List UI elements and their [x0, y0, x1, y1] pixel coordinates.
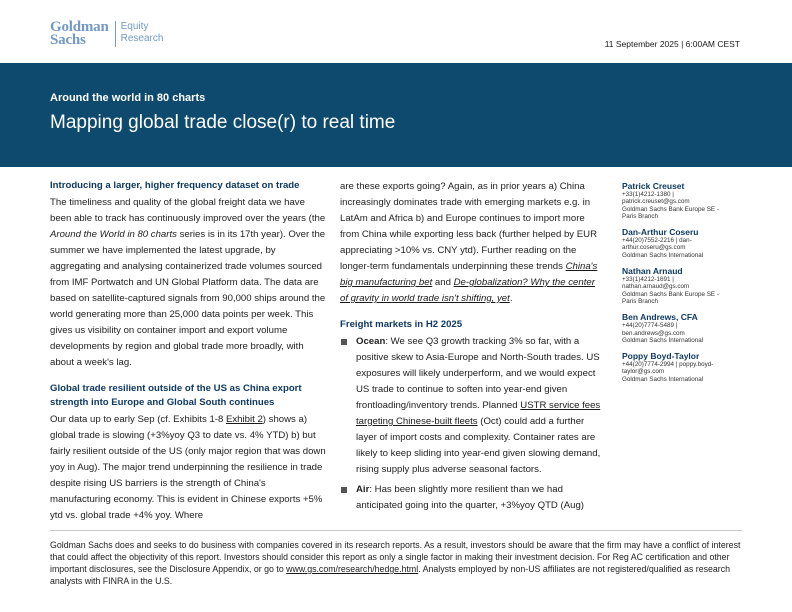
text-span: are these exports going? Again, as in prior years a) China increasingly dominates trade with emerging markets e.g. in LatAm and Africa b) and Europe continues to import more from China while exporting less back (further helped by EUR appreciating >10% vs. CNY ytd). Further reading on the longer-term fundamentals underpinning these trends	[340, 181, 598, 272]
author-firm: Goldman Sachs International	[622, 336, 704, 344]
text-span: . Analysts employed by non-US affiliates are not registered/qualified as research analysts with FINRA in the U.S.	[50, 564, 730, 586]
author-name: Poppy Boyd-Taylor	[622, 351, 700, 362]
author-name: Ben Andrews, CFA	[622, 312, 698, 323]
author-firm: Goldman Sachs Bank Europe SE - Paris Branch	[622, 205, 719, 220]
text-span: (Oct) could add a further layer of import costs and complexity. Container rates are likely to keep sliding into year-end given slowing demand, rising supply plus adverse seasonal factors.	[356, 416, 601, 475]
publication-date: 11 September 2025 | 6:00AM CEST	[604, 39, 740, 49]
body-column-1	[50, 179, 326, 524]
author-entry	[622, 351, 732, 383]
section-heading-dataset: Introducing a larger, higher frequency dataset on trade	[50, 180, 300, 191]
logo-divider	[115, 21, 116, 47]
paragraph-resilience	[50, 412, 326, 524]
author-email[interactable]: patrick.creuset@gs.com	[622, 198, 690, 206]
author-email[interactable]: ben.andrews@gs.com	[622, 329, 685, 337]
author-email[interactable]: arthur.coseru@gs.com	[622, 244, 686, 252]
section-heading-freight: Freight markets in H2 2025	[340, 319, 463, 330]
logo-wordmark	[50, 21, 109, 47]
ocean-label: Ocean	[356, 336, 386, 347]
bullet-square-icon	[341, 339, 347, 345]
text-span: series is in its 17th year). Over the summer we have implemented the latest upgrade, by aggregating and analysing containerized trade volumes sourced from IMF Portwatch and UN Global Platform data. The data are based on satellite-captured signals from 90,000 ships around the world generating more than 25,000 data points per week. This gives us visibility on container import and export volume developments by region and global trade more broadly, with about a week's lag.	[50, 229, 326, 368]
text-span: and	[432, 277, 454, 288]
text-span: : We see Q3 growth tracking 3% so far, with a positive skew to Asia-Europe and North-South trades. US exposures will likely underperform, and we would expect US trade to continue to soften into year-end given frontloading/inventory trends. Planned	[356, 336, 600, 411]
freight-bullet-list	[340, 334, 602, 514]
logo-unit	[121, 21, 164, 45]
author-email[interactable]: nathan.arnaud@gs.com	[622, 283, 690, 291]
author-entry	[622, 181, 732, 220]
paragraph-dataset	[50, 195, 326, 371]
author-list	[622, 181, 732, 390]
logo-line-2: Sachs	[50, 32, 86, 48]
section-heading-resilience: Global trade resilient outside of the US as China export strength into Europe and Global South continues	[50, 383, 302, 408]
unit-line-1: Equity	[120, 21, 149, 32]
text-span: : Has been slightly more resilient than we had anticipated going into the quarter, +3%yoy QTD (Aug)	[356, 484, 584, 511]
list-item-air	[340, 482, 602, 514]
unit-line-2: Research	[120, 33, 164, 44]
link-de-globalization[interactable]: De-globalization? Why the center of gravity in world trade isn't shifting, yet	[340, 277, 595, 304]
title-banner	[0, 63, 792, 167]
body-column-2	[340, 179, 602, 514]
disclaimer	[50, 539, 742, 587]
author-firm: Goldman Sachs International	[622, 251, 704, 259]
goldman-sachs-logo	[50, 21, 163, 49]
exhibit-2-link[interactable]: Exhibit 2	[225, 414, 263, 425]
bullet-square-icon	[341, 487, 347, 493]
paragraph-continued	[340, 179, 602, 307]
author-phone: +44(20)7552-2216 | dan-	[622, 237, 692, 245]
list-item-ocean	[340, 334, 602, 478]
author-phone: +44(20)7774-5489 |	[622, 322, 678, 330]
author-phone: +33(1)4212-1691 |	[622, 276, 674, 284]
text-span: Our data up to early Sep (cf. Exhibits 1-8	[50, 414, 226, 425]
text-span: .	[509, 293, 513, 304]
series-name: Around the world in 80 charts	[50, 92, 206, 104]
footer-divider	[50, 530, 742, 531]
author-phone: +44(20)7774-2994 | poppy.boyd-	[622, 361, 714, 369]
author-phone: +33(1)4212-1380 |	[622, 191, 674, 198]
author-entry	[622, 312, 732, 344]
author-email[interactable]: taylor@gs.com	[622, 368, 665, 376]
author-firm: Goldman Sachs Bank Europe SE - Paris Branch	[622, 290, 719, 305]
author-name: Dan-Arthur Coseru	[622, 227, 699, 238]
page-title: Mapping global trade close(r) to real time	[50, 112, 396, 133]
author-entry	[622, 227, 732, 259]
link-ustr-service-fees[interactable]: USTR service fees targeting Chinese-built fleets	[356, 400, 601, 427]
air-label: Air	[356, 484, 370, 495]
author-name: Patrick Creuset	[622, 181, 685, 191]
author-name: Nathan Arnaud	[622, 266, 683, 277]
author-firm: Goldman Sachs International	[622, 375, 704, 383]
text-span: Goldman Sachs does and seeks to do business with companies covered in its research reports. As a result, investors should be aware that the firm may have a conflict of interest that could affect the objectivity of this report. Investors should consider this report as only a single factor in making their investment decision. For Reg AC certification and other important disclosures, see the Disclosure Appendix, or go to	[50, 540, 741, 574]
series-italic: Around the World in 80 charts	[50, 229, 177, 240]
link-china-manufacturing-bet[interactable]: China's big manufacturing bet	[340, 261, 598, 288]
logo-line-1: Goldman	[50, 19, 109, 35]
author-entry	[622, 266, 732, 305]
disclosure-link[interactable]: www.gs.com/research/hedge.html	[286, 564, 419, 574]
text-span: ) shows a) global trade is slowing (+3%yoy Q3 to date vs. 4% YTD) b) but fairly resilient outside of the US (only major region that was down yoy in Aug). The major trend underpinning the resilience in trade despite rising US barriers is the strength of China's manufacturing economy. This is evident in Chinese exports +5% ytd vs. global trade +4% yoy. Where	[50, 414, 326, 521]
text-span: The timeliness and quality of the global freight data we have been able to track has continuously improved over the years (the	[50, 197, 326, 224]
